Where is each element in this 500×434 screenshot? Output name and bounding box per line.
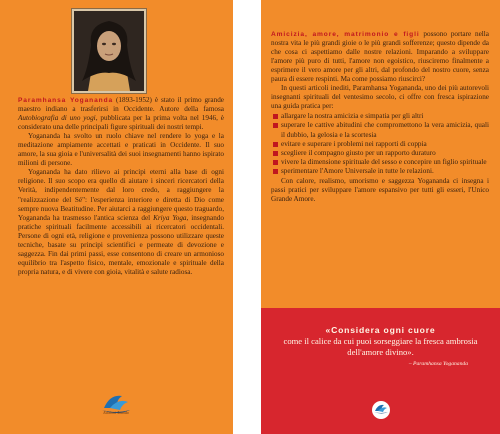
list-item: sperimentare l'Amore Universale in tutte le relazioni.	[271, 167, 489, 176]
right-flap	[261, 0, 500, 434]
topic-heading: Amicizia, amore, matrimonio e figli	[271, 31, 420, 38]
list-item: vivere la dimensione spirituale del sesso e concepire un figlio spirituale	[271, 158, 489, 167]
bullet-icon	[273, 151, 278, 156]
author-name: Paramhansa Yogananda	[18, 97, 114, 104]
publisher-name: Edizioni Ananda	[103, 411, 129, 415]
bio-paragraph-2: Yogananda ha svolto un ruolo chiave nel rendere lo yoga e la meditazione ampiamente accettati e praticati in Occidente. Il suo amore, la sua gioia e l'universalità dei suoi insegnamenti hanno ispirato milioni di persone.	[18, 132, 224, 168]
bullet-icon	[273, 142, 278, 147]
description-paragraph-2: In questi articoli inediti, Paramhansa Yogananda, uno dei più autorevoli insegnanti spirituali del ventesimo secolo, ci offre con fresca ispirazione una guida pratica per:	[271, 84, 489, 111]
author-bio	[18, 96, 224, 277]
description-paragraph-1: Amicizia, amore, matrimonio e figli possono portare nella nostra vita le più grandi gioie o le più grandi sofferenze; questo dipende da che cosa ci aspettiamo dalle nostre relazioni. Imparando a sviluppare l'amore più puro di tutti, l'amore non egoistico, riusciremo finalmente a esprimere il vero amore per gli altri, dal profondo del nostro cuore, senza paura di essere respinti. Ma come possiamo riuscirci?	[271, 30, 489, 84]
publisher-logo-icon	[96, 386, 136, 426]
bullet-icon	[273, 123, 278, 128]
author-portrait	[72, 9, 146, 93]
quote-attribution: – Paramhansa Yogananda	[408, 361, 468, 367]
bullet-icon	[273, 169, 278, 174]
bio-paragraph-1: Paramhansa Yogananda (1893-1952) è stato il primo grande maestro indiano a trasferirsi in Occidente. Autore della famosa Autobiografia di uno yogi, pubblicata per la prima volta nel 1946, è considerato una delle principali figure spirituali dei nostri tempi.	[18, 96, 224, 132]
publisher-logo-icon	[371, 400, 391, 420]
description-paragraph-3: Con calore, realismo, umorismo e saggezza Yogananda ci insegna i passi pratici per sviluppare l'amore espansivo per tutti gli esseri, l'Unico Grande Amore.	[271, 176, 489, 203]
list-item: evitare e superare i problemi nei rapporti di coppia	[271, 140, 489, 149]
list-item: scegliere il compagno giusto per un rapporto duraturo	[271, 149, 489, 158]
kriya-yoga-title: Kriya Yoga	[153, 213, 187, 222]
left-flap	[0, 0, 233, 434]
guide-list	[271, 112, 489, 175]
book-description	[271, 30, 489, 204]
quote-box	[261, 308, 500, 434]
bullet-icon	[273, 114, 278, 119]
quote-headline: «Considera ogni cuore	[325, 325, 436, 335]
bio-paragraph-3: Yogananda ha dato rilievo ai principi eterni alla base di ogni religione. Il suo scopo era quello di aiutare i sinceri ricercatori della Verità, indipendentemente dal loro credo, a raggiungere la "realizzazione del Sé": l'esperienza interiore e diretta di Dio come sempre nuova Beatitudine. Per aiutarci a raggiungere questo traguardo, Yogananda ha trasmesso l'antica scienza del Kriya Yoga, insegnando pratiche spirituali facilmente accessibili ai ricercatori occidentali. Persone di ogni età, religione e provenienza possono utilizzare queste tecniche, basate su principi scientifici e permeate di devozione e saggezza. Fin dai primi passi, esse consentono di creare un armonioso equilibrio tra l'aspetto fisico, mentale, emozionale e spirituale della propria natura, e di vivere con gioia, vitalità e salute radiosa.	[18, 168, 224, 276]
quote-body: come il calice da cui puoi sorseggiare la fresca ambrosia dell'amore divino».	[283, 336, 478, 357]
quote	[271, 324, 490, 367]
list-item: allargare la nostra amicizia e simpatia per gli altri	[271, 112, 489, 121]
spine-gap	[233, 0, 261, 434]
bullet-icon	[273, 160, 278, 165]
list-item: superare le cattive abitudini che compromettono la vera amicizia, quali il dubbio, la gelosia e la scortesia	[271, 121, 489, 139]
book-title: Autobiografia di uno yogi	[18, 114, 96, 123]
